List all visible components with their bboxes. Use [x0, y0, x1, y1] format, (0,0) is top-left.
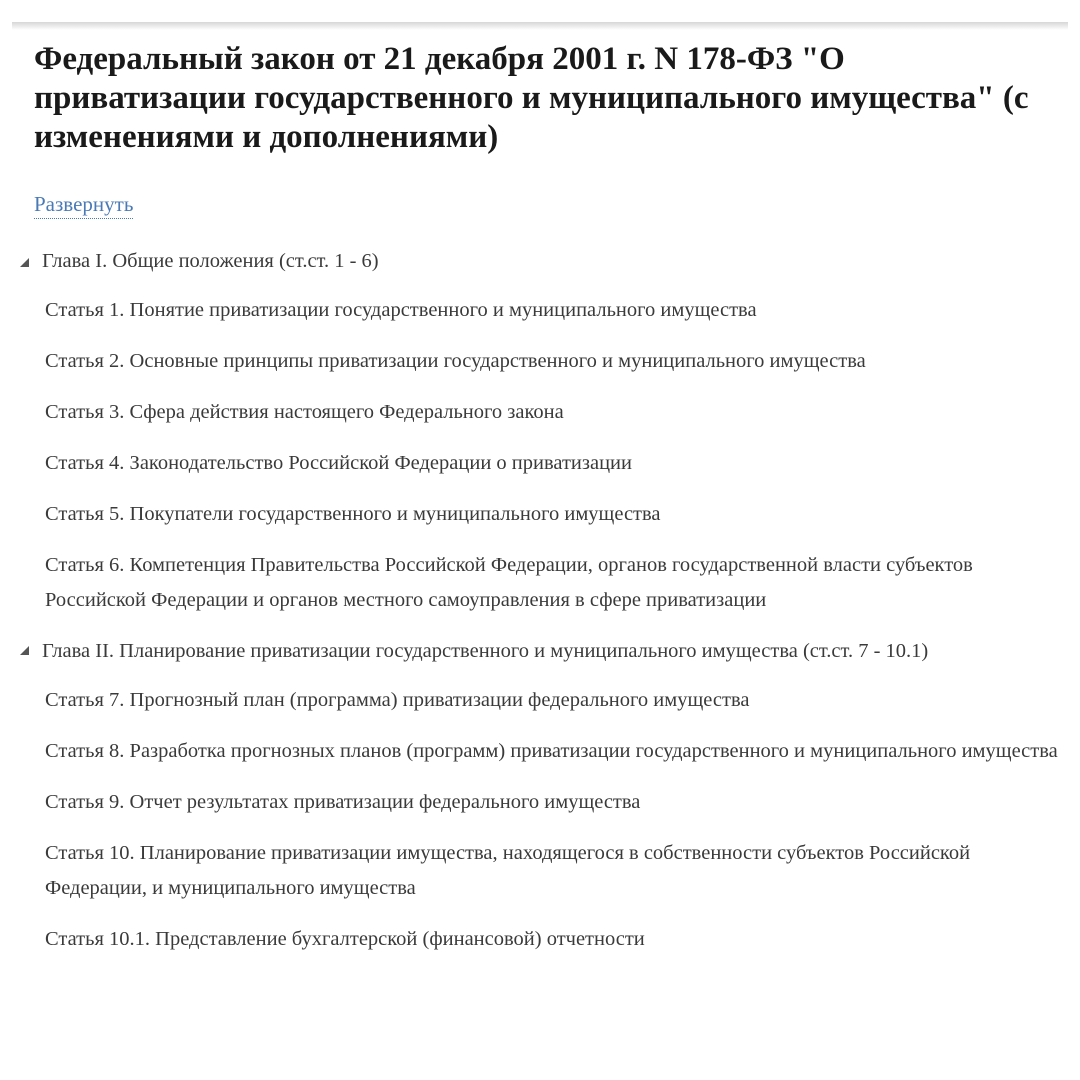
article-link-10[interactable]: Статья 10. Планирование приватизации имущества, находящегося в собственности субъектов Российской Федерации, и муниципального имущества — [45, 842, 971, 899]
expand-link[interactable]: Развернуть — [34, 190, 133, 219]
article-link-9[interactable]: Статья 9. Отчет результатах приватизации федерального имущества — [45, 791, 641, 813]
article-link-4[interactable]: Статья 4. Законодательство Российской Федерации о приватизации — [45, 452, 632, 474]
article-link-6[interactable]: Статья 6. Компетенция Правительства Российской Федерации, органов государственной власти субъектов Российской Федерации и органов местного самоуправления в сфере приватизации — [45, 554, 973, 611]
article-link-5[interactable]: Статья 5. Покупатели государственного и муниципального имущества — [45, 503, 661, 525]
article-link-7[interactable]: Статья 7. Прогнозный план (программа) приватизации федерального имущества — [45, 689, 750, 711]
chapter-label[interactable]: Глава I. Общие положения (ст.ст. 1 - 6) — [42, 250, 379, 272]
article-link-3[interactable]: Статья 3. Сфера действия настоящего Федерального закона — [45, 401, 564, 423]
chapter-toggle-2[interactable] — [0, 634, 1070, 669]
article-link-2[interactable]: Статья 2. Основные принципы приватизации государственного и муниципального имущества — [45, 350, 866, 372]
chapter-label[interactable]: Глава II. Планирование приватизации государственного и муниципального имущества (ст.ст. 7 - 10.1) — [42, 640, 929, 662]
article-link-10-1[interactable]: Статья 10.1. Представление бухгалтерской (финансовой) отчетности — [45, 928, 645, 950]
article-link-1[interactable]: Статья 1. Понятие приватизации государственного и муниципального имущества — [45, 299, 757, 321]
article-link-8[interactable]: Статья 8. Разработка прогнозных планов (программ) приватизации государственного и муниципального имущества — [45, 740, 1058, 762]
chapter-toggle-1[interactable] — [0, 244, 1070, 279]
table-of-contents — [0, 244, 1070, 973]
collapse-triangle-icon[interactable] — [20, 646, 29, 655]
page-title: Федеральный закон от 21 декабря 2001 г. N 178-ФЗ "О приватизации государственного и муниципального имущества" (с изменениями и дополнениями) — [34, 41, 1029, 155]
collapse-triangle-icon[interactable] — [20, 258, 29, 267]
